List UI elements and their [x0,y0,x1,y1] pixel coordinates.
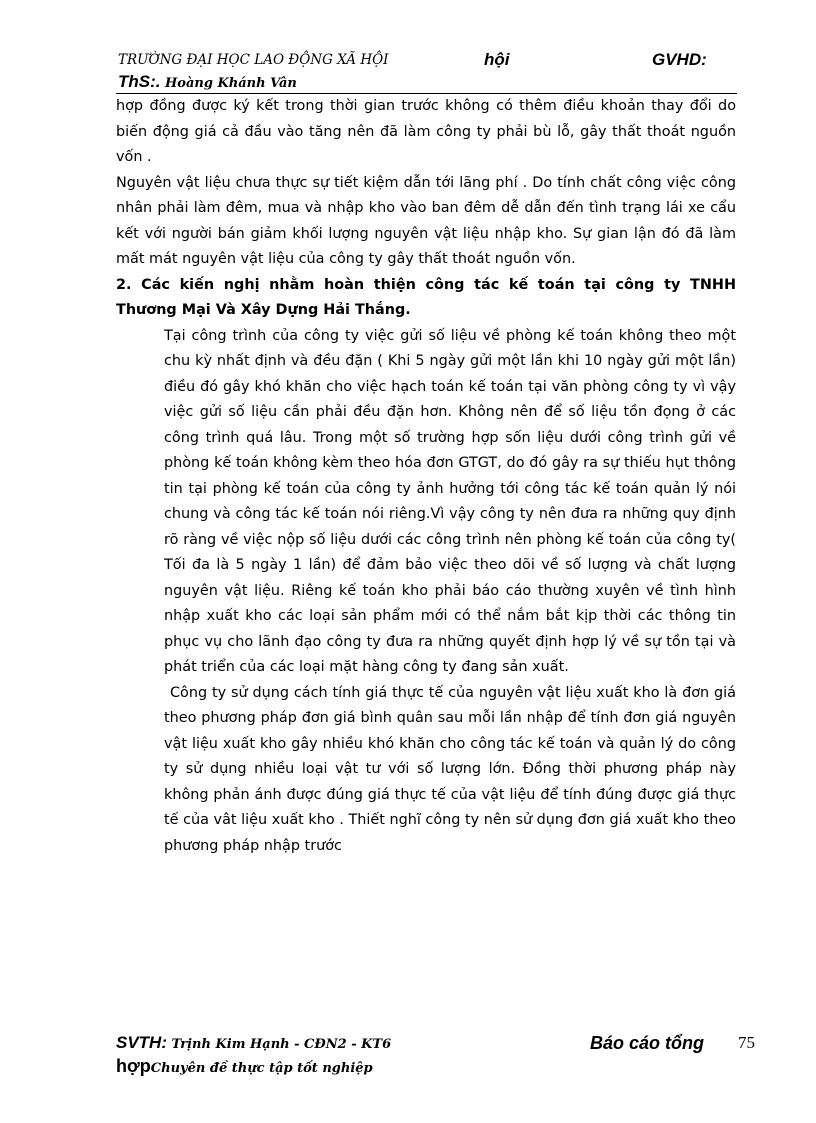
header-hoi: hội [484,50,510,69]
document-body [116,94,736,859]
svth-label: SVTH: [116,1033,167,1052]
section-heading: 2. Các kiến nghị nhằm hoàn thiện công tác kế toán tại công ty TNHH Thương Mại Và Xây Dựng Hải Thắng. [116,276,736,318]
paragraph-4: Công ty sử dụng cách tính giá thực tế của nguyên vật liệu xuất kho là đơn giá theo phương pháp đơn giá bình quân sau mỗi lần nhập để tính đơn giá nguyên vật liệu xuất kho gây nhiều khó khăn cho công tác kế toán và quản lý do công ty sử dụng nhiều loại vật tư với số lượng lớn. Đồng thời phương pháp này không phản ánh được đúng giá thực tế của vật liệu để tính đúng được giá thực tế của vât liệu xuất kho . Thiết nghĩ công ty nên sử dụng đơn giá xuất kho theo phương pháp nhập trước [164,684,736,854]
header-line-1 [118,50,738,72]
paragraph-3: Tại công trình của công ty việc gửi số liệu về phòng kế toán không theo một chu kỳ nhất định và đều đặn ( Khi 5 ngày gửi một lần khi 10 ngày gửi một lần) điều đó gây khó khăn cho việc hạch toán kế toán tại văn phòng công ty vì vậy việc gửi số liệu cần phải đều đặn hơn. Không nên để số liệu tồn đọng ở các công trình quá lâu. Trong một số trường hợp sốn liệu dưới công trình gửi về phòng kế toán không kèm theo hóa đơn GTGT, do đó gây ra sự thiếu hụt thông tin tại phòng kế toán của công ty ảnh hưởng tới công tác kế toán quản lý nói chung và công tác kế toán nói riêng.Vì vậy công ty nên đưa ra những quy định rõ ràng về việc nộp số liệu dưới các công trình nên phòng kế toán của công ty( Tối đa là 5 ngày 1 lần) để đảm bảo việc theo dõi về số lượng và chất lượng nguyên vật liệu. Riêng kế toán kho phải báo cáo thường xuyên về tình hình nhập xuất kho các loại sản phẩm mới có thể nắm bắt kịp thời các thông tin phục vụ cho lãnh đạo công ty đưa ra những quyết định hợp lý về sự tồn tại và phát triển của các loại mặt hàng công ty đang sản xuất. [164,327,736,675]
paragraph-2: Nguyên vật liệu chưa thực sự tiết kiệm dẫn tới lãng phí . Do tính chất công việc công nhân phải làm đêm, mua và nhập kho vào ban đêm dễ dẫn đến tình trạng lái xe cẩu kết với người bán giảm khối lượng nguyên vật liệu nhập kho. Sự gian lận đó đã làm mất mát nguyên vật liệu của công ty gây thất thoát nguồn vốn. [116,174,736,267]
ths-label: ThS:. [118,72,161,91]
header-line-2 [118,72,297,92]
report-title: Báo cáo tổng [590,1033,705,1053]
footer-line-2 [116,1056,373,1077]
topic-title: Chuyên đề thực tập tốt nghiệp [150,1061,373,1076]
page-footer [116,1033,756,1083]
gvhd-label: GVHD: [652,50,707,69]
paragraph-1: hợp đồng được ký kết trong thời gian trước không có thêm điều khoản thay đổi do biến động giá cả đầu vào tăng nên đã làm công ty phải bù lỗ, gây thất thoát nguồn vốn . [116,98,736,165]
student-name: Trịnh Kim Hạnh - CĐN2 - KT6 [167,1037,392,1052]
footer-line-1 [116,1033,391,1053]
page-number: 75 [738,1033,755,1052]
page-header [118,50,738,94]
teacher-name: Hoàng Khánh Vân [160,76,297,91]
footer-hop: hợp [116,1056,151,1076]
school-name: TRƯỜNG ĐẠI HỌC LAO ĐỘNG XÃ HỘI [118,52,389,68]
